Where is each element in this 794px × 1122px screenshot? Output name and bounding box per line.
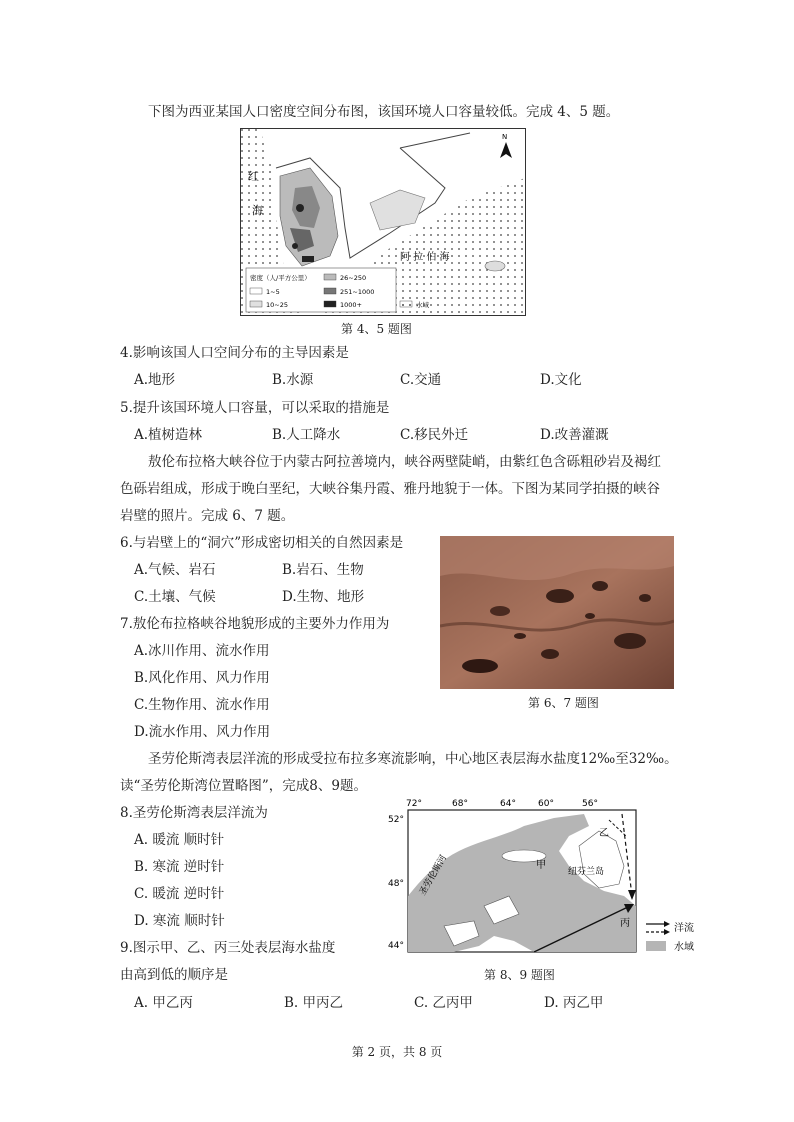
q6-option-a[interactable]: A.气候、岩石 bbox=[134, 562, 216, 578]
svg-text:56°: 56° bbox=[582, 799, 598, 809]
q9-stem-line-2: 由高到低的顺序是 bbox=[120, 967, 228, 983]
svg-text:10~25: 10~25 bbox=[266, 301, 288, 309]
q9-option-b[interactable]: B. 甲丙乙 bbox=[284, 995, 344, 1011]
svg-text:72°: 72° bbox=[406, 799, 422, 809]
map1-caption: 第 4、5 题图 bbox=[341, 322, 412, 336]
density-region-highest bbox=[296, 204, 304, 212]
q5-stem: 5.提升该国环境人口容量，可以采取的措施是 bbox=[120, 400, 390, 416]
q7-option-b[interactable]: B.风化作用、风力作用 bbox=[134, 670, 270, 686]
q5-option-b[interactable]: B.人工降水 bbox=[272, 427, 341, 443]
photo-caption: 第 6、7 题图 bbox=[528, 696, 599, 710]
q4-option-a[interactable]: A.地形 bbox=[134, 372, 176, 388]
intro-text-3-line-1: 圣劳伦斯湾表层洋流的形成受拉布拉多寒流影响，中心地区表层海水盐度12‰至32‰。 bbox=[148, 751, 678, 767]
q6-option-b[interactable]: B.岩石、生物 bbox=[282, 562, 364, 578]
q9-option-c[interactable]: C. 乙丙甲 bbox=[414, 995, 473, 1011]
population-density-map bbox=[240, 128, 526, 316]
q7-option-a[interactable]: A.冰川作用、流水作用 bbox=[134, 643, 270, 659]
svg-text:48°: 48° bbox=[388, 879, 404, 889]
newfoundland-label: 纽芬兰岛 bbox=[568, 867, 605, 877]
q8-option-d[interactable]: D. 寒流 顺时针 bbox=[134, 913, 225, 929]
q7-option-d[interactable]: D.流水作用、风力作用 bbox=[134, 724, 271, 740]
q9-option-d[interactable]: D. 丙乙甲 bbox=[544, 995, 604, 1011]
q5-option-d[interactable]: D.改善灌溉 bbox=[540, 427, 609, 443]
legend-current-label: 洋流 bbox=[674, 923, 694, 934]
q4-option-c[interactable]: C.交通 bbox=[400, 372, 442, 388]
svg-text:1000+: 1000+ bbox=[340, 301, 362, 309]
q8-option-b[interactable]: B. 寒流 逆时针 bbox=[134, 859, 225, 875]
map2-caption: 第 8、9 题图 bbox=[484, 968, 555, 982]
page-footer: 第 2 页，共 8 页 bbox=[351, 1045, 443, 1059]
red-sea-label-2: 海 bbox=[252, 204, 263, 217]
q8-stem: 8.圣劳伦斯湾表层洋流为 bbox=[120, 805, 268, 821]
st-lawrence-map bbox=[384, 796, 704, 966]
svg-text:60°: 60° bbox=[538, 799, 554, 809]
q7-option-c[interactable]: C.生物作用、流水作用 bbox=[134, 697, 270, 713]
legend-title: 密度（人/平方公里） bbox=[250, 274, 311, 282]
intro-text-2-line-2: 色砾岩组成，形成于晚白垩纪，大峡谷集丹霞、雅丹地貌于一体。下图为某同学拍摄的峡谷 bbox=[120, 481, 660, 497]
jia-label: 甲 bbox=[536, 860, 546, 871]
canyon-rock-photo bbox=[440, 536, 674, 689]
bing-label: 丙 bbox=[620, 918, 630, 929]
intro-text-2-line-1: 敖伦布拉格大峡谷位于内蒙古阿拉善境内，峡谷两壁陡峭，由紫红色含砾粗砂岩及褐红 bbox=[148, 454, 661, 470]
svg-text:52°: 52° bbox=[388, 815, 404, 825]
svg-text:64°: 64° bbox=[500, 799, 516, 809]
svg-text:68°: 68° bbox=[452, 799, 468, 809]
north-label: N bbox=[502, 133, 508, 141]
svg-text:26~250: 26~250 bbox=[340, 274, 367, 282]
q5-option-c[interactable]: C.移民外迁 bbox=[400, 427, 469, 443]
q6-stem: 6.与岩壁上的“洞穴”形成密切相关的自然因素是 bbox=[120, 535, 404, 551]
q8-option-c[interactable]: C. 暖流 逆时针 bbox=[134, 886, 225, 902]
q5-option-a[interactable]: A.植树造林 bbox=[134, 427, 203, 443]
svg-text:44°: 44° bbox=[388, 941, 404, 951]
q4-stem: 4.影响该国人口空间分布的主导因素是 bbox=[120, 345, 349, 361]
intro-text-2-line-3: 岩壁的照片。完成 6、7 题。 bbox=[120, 508, 295, 524]
red-sea-label-1: 红 bbox=[248, 170, 259, 183]
intro-text-3-line-2: 读“圣劳伦斯湾位置略图”，完成8、9题。 bbox=[120, 778, 367, 794]
q4-option-d[interactable]: D.文化 bbox=[540, 372, 582, 388]
yi-label: 乙 bbox=[599, 828, 609, 839]
svg-text:水域: 水域 bbox=[416, 301, 429, 309]
q6-option-d[interactable]: D.生物、地形 bbox=[282, 589, 365, 605]
st-lawrence-river-label: 圣劳伦斯河 bbox=[417, 853, 450, 898]
q7-stem: 7.敖伦布拉格峡谷地貌形成的主要外力作用为 bbox=[120, 616, 390, 632]
svg-text:251~1000: 251~1000 bbox=[340, 288, 375, 296]
arabian-sea-label: 阿 拉 伯 海 bbox=[400, 252, 450, 263]
intro-text-1: 下图为西亚某国人口密度空间分布图，该国环境人口容量较低。完成 4、5 题。 bbox=[148, 104, 620, 120]
q8-option-a[interactable]: A. 暖流 顺时针 bbox=[134, 832, 225, 848]
q9-option-a[interactable]: A. 甲乙丙 bbox=[134, 995, 193, 1011]
legend-water-label: 水域 bbox=[674, 942, 694, 953]
q9-stem-line-1: 9.图示甲、乙、丙三处表层海水盐度 bbox=[120, 940, 336, 956]
q6-option-c[interactable]: C.土壤、气候 bbox=[134, 589, 216, 605]
q4-option-b[interactable]: B.水源 bbox=[272, 372, 314, 388]
svg-text:1~5: 1~5 bbox=[266, 288, 280, 296]
